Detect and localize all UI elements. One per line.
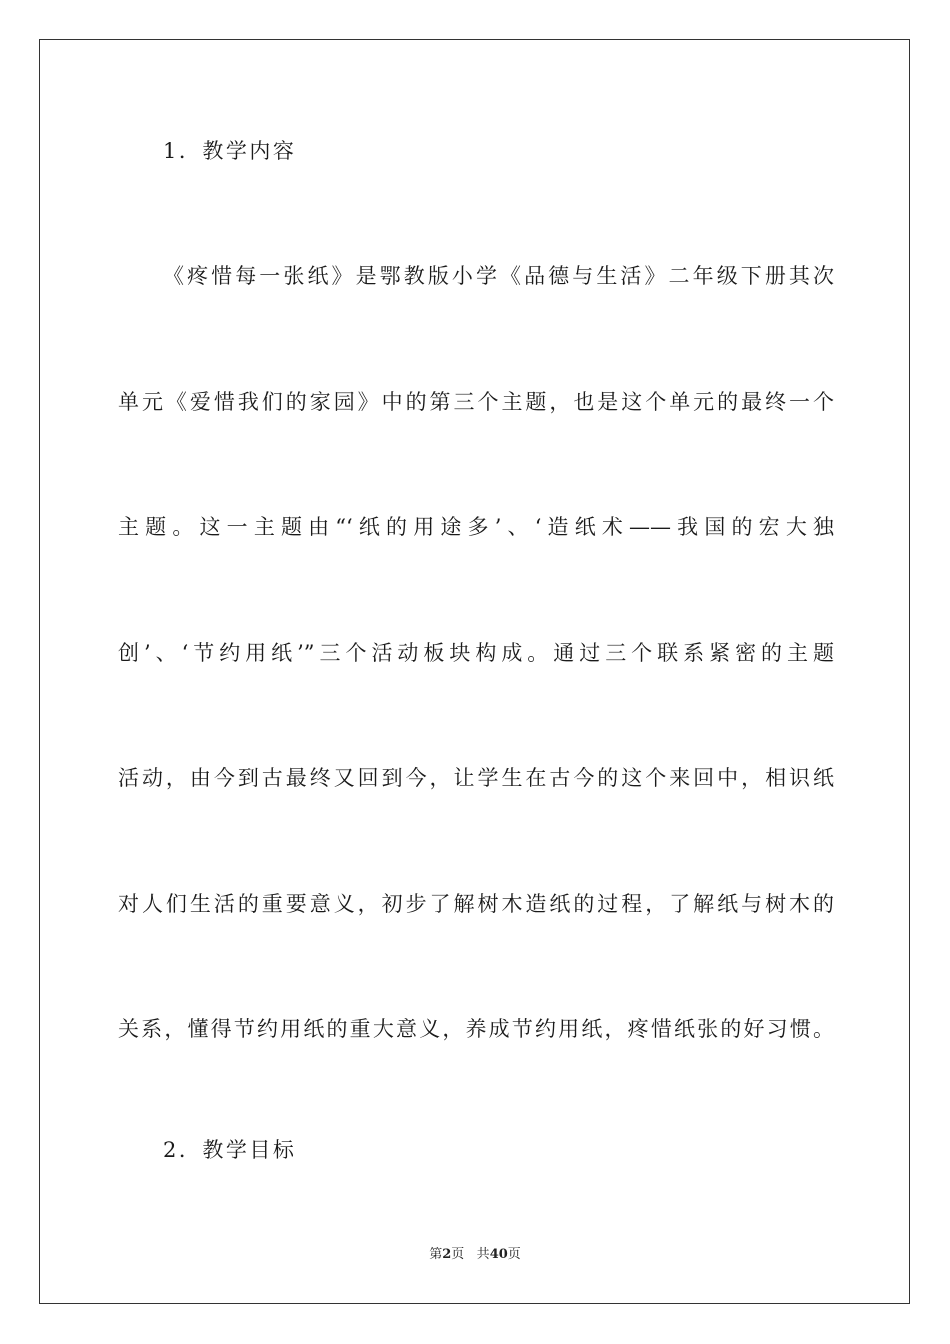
paragraph-line-text: 《疼惜每一张纸》是鄂教版小学《品德与生活》二年级下册其次 — [163, 264, 834, 288]
paragraph-line-5: 活动，由今到古最终又回到今，让学生在古今的这个来回中，相识纸 — [118, 766, 834, 790]
paragraph-line-3: 主题。这一主题由“‘纸的用途多’、‘造纸术——我国的宏大独 — [118, 515, 834, 539]
page-frame — [39, 39, 910, 1304]
footer-total-suffix: 页 — [507, 1247, 521, 1262]
section-heading-teaching-goals: 2．教学目标 — [163, 1138, 297, 1162]
section-heading-teaching-content: 1．教学内容 — [163, 139, 297, 163]
paragraph-line-7: 关系，懂得节约用纸的重大意义，养成节约用纸，疼惜纸张的好习惯。 — [118, 1017, 834, 1041]
footer-page-suffix: 页 — [451, 1247, 465, 1262]
paragraph-line-6: 对人们生活的重要意义，初步了解树木造纸的过程，了解纸与树木的 — [118, 892, 834, 916]
footer-page-total: 40 — [489, 1247, 508, 1262]
paragraph-line-1 — [163, 262, 834, 290]
page-footer — [0, 1246, 950, 1264]
footer-page-prefix: 第 — [429, 1247, 443, 1262]
footer-page-current: 2 — [442, 1247, 452, 1262]
paragraph-line-4: 创’、‘节约用纸’”三个活动板块构成。通过三个联系紧密的主题 — [118, 641, 834, 665]
paragraph-line-2: 单元《爱惜我们的家园》中的第三个主题，也是这个单元的最终一个 — [118, 390, 834, 414]
footer-total-prefix: 共 — [476, 1247, 490, 1262]
